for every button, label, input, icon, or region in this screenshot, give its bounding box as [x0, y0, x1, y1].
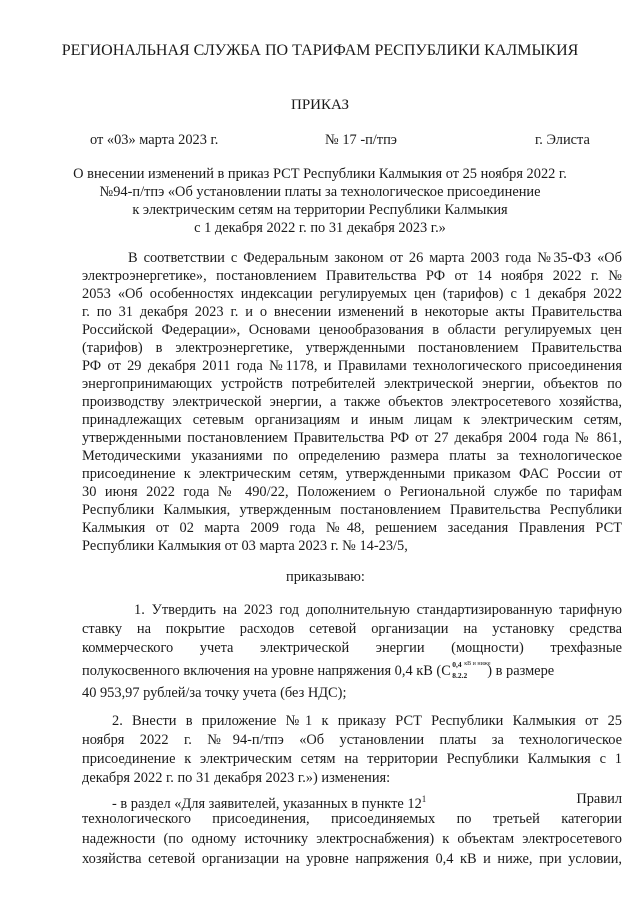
order-number: № 17 -п/тпэ — [325, 132, 397, 148]
subject-line: О внесении изменений в приказ РСТ Республики Калмыкия от 25 ноября 2022 г. — [73, 166, 567, 182]
preamble-line: (тарифов) в электроэнергетике, утвержденными постановлением Правительства — [82, 340, 622, 356]
rate-voltage-note: кВ и ниже — [464, 661, 491, 667]
item1-line: коммерческого учета электрической энергии (мощности) трехфазные — [82, 640, 622, 656]
item1-line: 1. Утвердить на 2023 год дополнительную стандартизированную тарифную — [134, 602, 622, 618]
preamble-line: энергопринимающих устройств потребителей электрической энергии, объектов по — [82, 376, 622, 392]
item1-line-text: полукосвенного включения на уровне напряжения 0,4 кВ ( — [82, 663, 442, 679]
preamble-line: Республики Калмыкия, утвержденным постановлением Правительства Республики — [82, 502, 622, 518]
preamble-line: Методическими указаниями по определению размера платы за технологическое — [82, 448, 622, 464]
item1-amount: 40 953,97 рублей/за точку учета (без НДС); — [82, 685, 347, 701]
item2-line: 2. Внести в приложение №1 к приказу РСТ Республики Калмыкия от 25 — [112, 713, 622, 729]
preamble-line: 30 июня 2022 года № 490/22, Положением о Региональной службе по тарифам — [82, 484, 622, 500]
item1-line: ставку на покрытие расходов сетевой организации на установку средства — [82, 621, 622, 637]
bullet-line: надежности (по одному источнику электроснабжения) к объектам электросетевого — [82, 831, 622, 847]
preamble-line: производству электрической энергии, а также объектов электросетевого хозяйства, — [82, 394, 622, 410]
preamble-line: электроэнергетике», постановлением Правительства РФ от 14 ноября 2022 г. № — [82, 268, 622, 284]
rate-index: 8.2.2 — [452, 671, 468, 680]
preamble-line: г. по 31 декабря 2023 г. и о внесении изменений в некоторые акты Правительства — [82, 304, 622, 320]
preamble-line: присоединение к электрическим сетям, утвержденными приказом ФАС России от — [82, 466, 622, 482]
order-city: г. Элиста — [535, 132, 590, 148]
preamble-line: Российской Федерации», Основами ценообразования в области регулируемых цен — [82, 322, 622, 338]
item1-line — [82, 662, 554, 680]
preamble-line: утвержденными постановлением Правительства РФ от 27 декабря 2004 года № 861, — [82, 430, 622, 446]
footnote-mark: 1 — [421, 794, 427, 804]
item2-line: присоединение к электрическим сетям на территории Республики Калмыкия с 1 — [82, 751, 622, 767]
bullet-line: технологического присоединения, присоединяемых по третьей категории — [82, 811, 622, 827]
subject-line: с 1 декабря 2022 г. по 31 декабря 2023 г.» — [194, 220, 446, 236]
preamble-line: РФ от 29 декабря 2011 года №1178, и Правилами технологического присоединения — [82, 358, 622, 374]
rate-voltage: 0,4 — [452, 660, 462, 669]
preamble-line: Республики Калмыкия от 03 марта 2023 г. № 14-23/5, — [82, 538, 408, 554]
bullet-text: Правил — [576, 791, 622, 807]
bullet-line: хозяйства сетевой организации на уровне напряжения 0,4 кВ и ниже, при условии, — [82, 851, 622, 867]
bullet-text: - в раздел «Для заявителей, указанных в пункте 12 — [112, 796, 422, 812]
agency-title: РЕГИОНАЛЬНАЯ СЛУЖБА ПО ТАРИФАМ РЕСПУБЛИКИ КАЛМЫКИЯ — [61, 42, 579, 59]
document-type: ПРИКАЗ — [291, 97, 349, 113]
order-date: от «03» марта 2023 г. — [90, 132, 219, 148]
item2-line: ноября 2022 г. №94-п/тпэ «Об установлении платы за технологическое — [82, 732, 622, 748]
rate-symbol — [441, 660, 491, 680]
preamble-line: В соответствии с Федеральным законом от 26 марта 2003 года №35-ФЗ «Об — [128, 250, 622, 266]
item1-line-text: ) в размере — [487, 663, 555, 679]
rate-symbol-letter: С — [441, 663, 451, 679]
item2-line: декабря 2022 г. по 31 декабря 2023 г.») изменения: — [82, 770, 391, 786]
order-word: приказываю: — [286, 569, 365, 585]
preamble-line: 2053 «Об особенностях индексации регулируемых цен (тарифов) с 1 декабря 2022 — [82, 286, 622, 302]
subject-line: к электрическим сетям на территории Республики Калмыкия — [132, 202, 508, 218]
subject-line: №94-п/тпэ «Об установлении платы за технологическое присоединение — [99, 184, 541, 200]
preamble-line: принадлежащих сетевым организациям и иным лицам к электрическим сетям, — [82, 412, 622, 428]
preamble-line: Калмыкия от 02 марта 2009 года №48, решением заседания Правления РСТ — [82, 520, 622, 536]
